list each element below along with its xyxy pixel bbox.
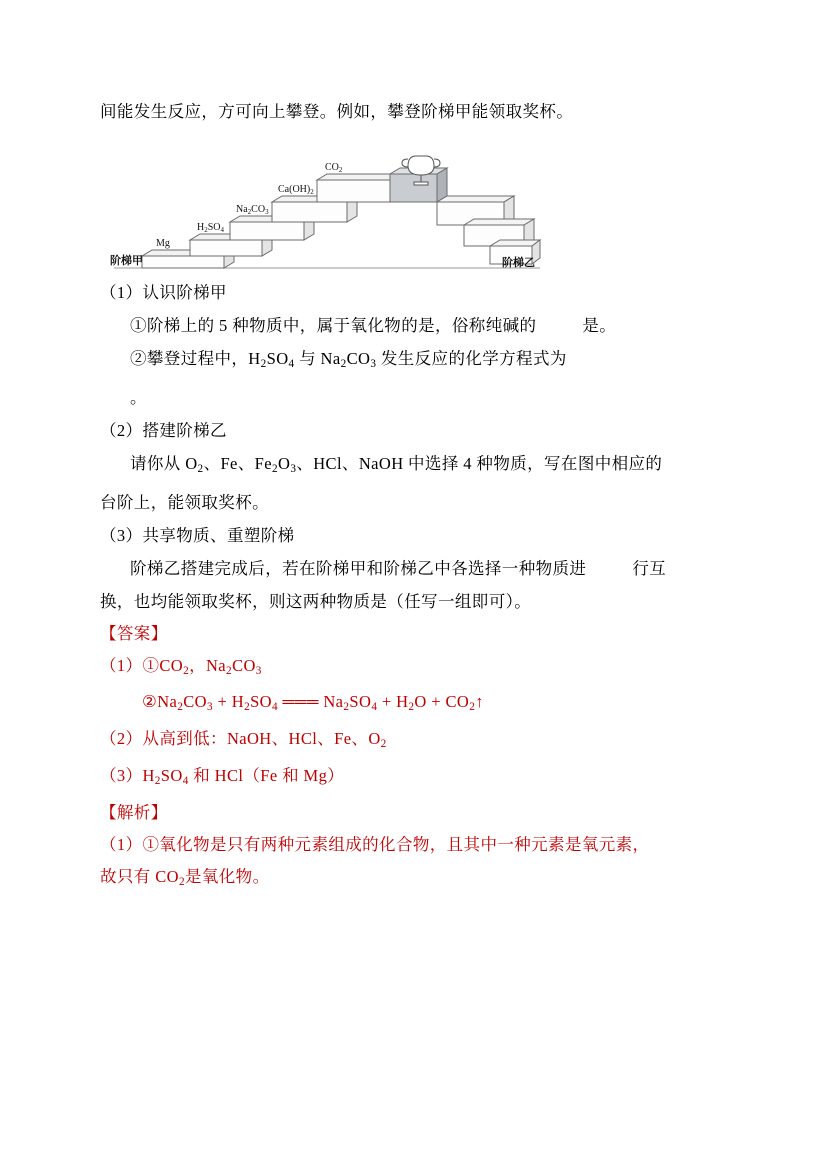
answer-line-3: （2）从高到低：NaOH、HCl、Fe、$O_2$: [100, 729, 387, 750]
paragraph-top: 间能发生反应，方可向上攀登。例如，攀登阶梯甲能领取奖杯。: [100, 102, 574, 121]
analysis-line-1: （1）①氧化物是只有两种元素组成的化合物，且其中一种元素是氧元素，: [100, 834, 650, 854]
staircase-diagram: [112, 140, 542, 270]
question-2-item-2: 台阶上，能领取奖杯。: [100, 492, 269, 512]
question-2-heading: （2）搭建阶梯乙: [100, 420, 227, 440]
figure-caption-left: 阶梯甲: [110, 255, 143, 267]
answer-line-2: $②Na_2CO_3 + H_2SO_4$ ═══ $Na_2SO_4 + H_2O$ + $CO_2↑$: [142, 692, 484, 714]
answer-line-4: $(3)H_2SO_4$ 和 HCl（Fe 和 Mg）: [100, 765, 345, 787]
question-2-item-1: 请你从 $O_2$、Fe、$Fe_2O_3$、HCl、NaOH 中选择 4 种物质，写在图中相应的: [130, 453, 663, 475]
analysis-section: [100, 797, 727, 898]
step-label-caoh2: $Ca(OH)_2$: [278, 184, 314, 196]
step-label-mg: Mg: [156, 238, 170, 249]
step-label-h2so4: $H_2SO_4$: [197, 222, 225, 234]
answer-section: [100, 618, 727, 797]
question-1-item-1: ①阶梯上的 5 种物质中，属于氧化物的是，俗称纯碱的 是。: [130, 316, 617, 335]
step-label-na2co3: $Na_2CO_3$: [236, 204, 269, 216]
figure-caption-right: 阶梯乙: [502, 257, 535, 269]
question-3: [100, 519, 727, 618]
question-3-heading: （3）共享物质、重塑阶梯: [100, 525, 295, 545]
question-3-item-1: 阶梯乙搭建完成后，若在阶梯甲和阶梯乙中各选择一种物质进 行互: [130, 558, 667, 578]
step-label-co2: $CO_2$: [325, 162, 343, 174]
question-1-item-2: ②攀登过程中，$H_2SO_4$ 与 $Na_2CO_3$ 发生反应的化学方程式为: [130, 349, 567, 370]
analysis-line-2: 故只有 $CO_2$是氧化物。: [100, 866, 270, 888]
question-2: [100, 414, 727, 519]
staircase-figure: [112, 140, 542, 270]
answer-line-1: $(1)①CO_2$，$Na_2CO_3$: [100, 655, 262, 677]
question-1: [100, 276, 727, 414]
question-1-item-3: 。: [130, 387, 147, 407]
question-1-heading: （1）认识阶梯甲: [100, 283, 227, 302]
question-3-item-2: 换，也均能领取奖杯，则这两种物质是（任写一组即可）。: [100, 591, 532, 611]
analysis-title: 【解析】: [100, 802, 168, 822]
answer-title: 【答案】: [100, 623, 168, 643]
